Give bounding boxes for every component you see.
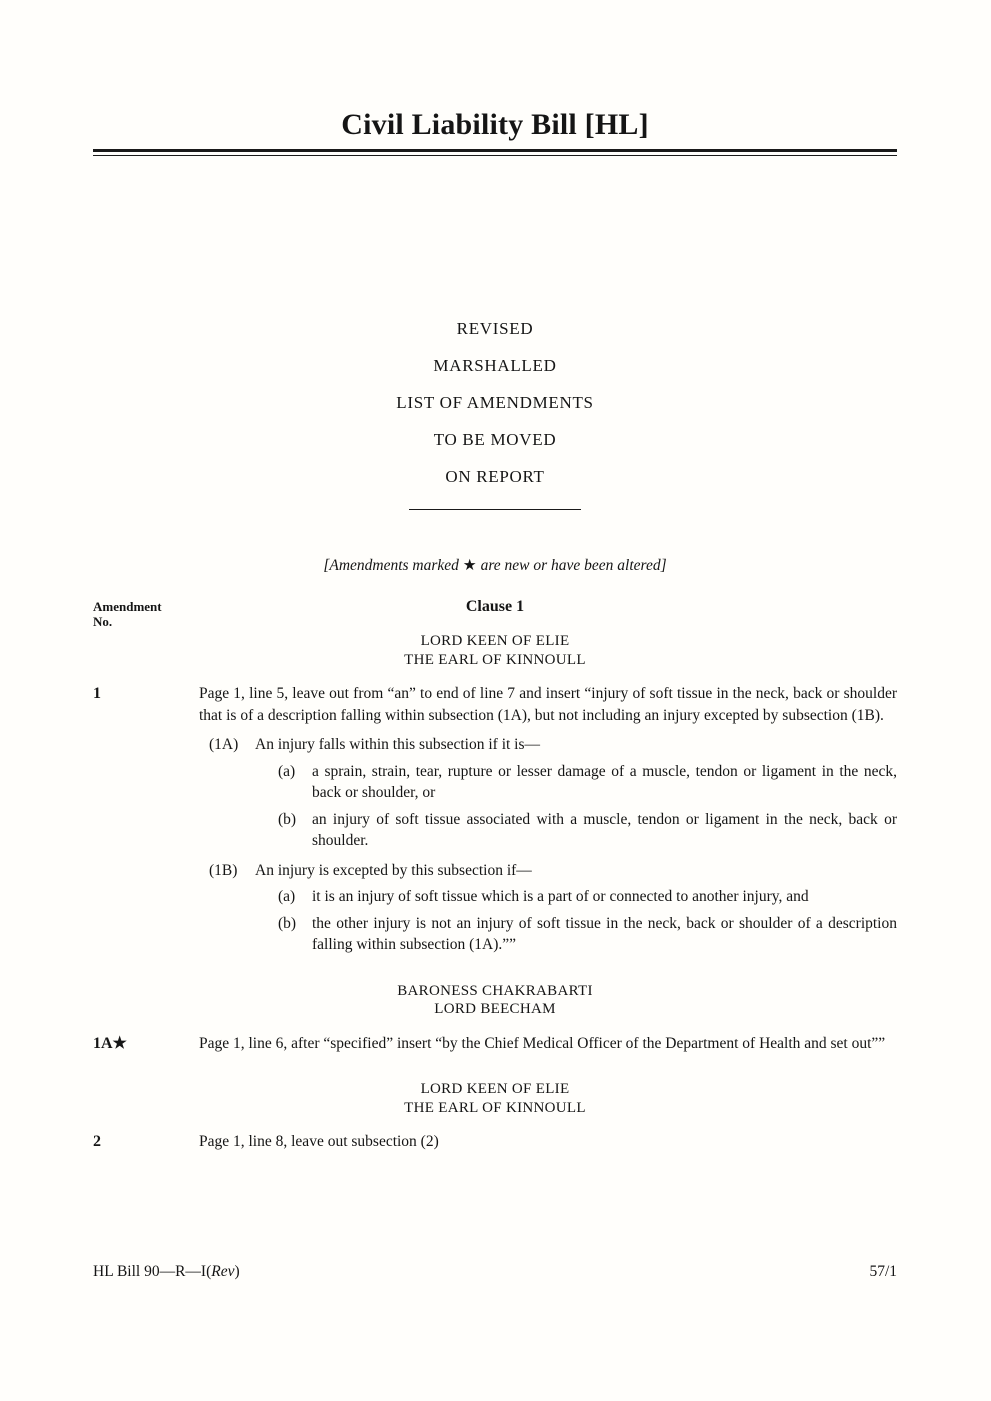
amendment-1 [93, 683, 897, 956]
item-label: (b) [278, 810, 297, 828]
item-label: (a) [278, 888, 296, 905]
marked-note-suffix: are new or have been altered] [476, 557, 667, 574]
clause-heading-row [93, 598, 897, 629]
sponsor-block-3 [93, 1080, 897, 1117]
sponsor-name: THE EARL OF KINNOULL [404, 1099, 586, 1116]
item-text: the other injury is not an injury of soft tissue in the neck, back or shoulder of a description falling within subsection (1A).”” [312, 914, 897, 953]
sponsor-name: BARONESS CHAKRABARTI [397, 982, 593, 999]
amendment-no-label-line2: No. [93, 614, 113, 629]
amendment-number: 1 [93, 685, 101, 702]
subsection-1B [209, 860, 897, 882]
amendment-lead-text: Page 1, line 6, after “specified” insert “by the Chief Medical Officer of the Department of Health and set out”” [199, 1034, 886, 1052]
amendment-lead-text: Page 1, line 5, leave out from “an” to end of line 7 and insert “injury of soft tissue in the neck, back or shoulder that is of a description falling within subsection (1A), but not including an injury excepted by subsection (1B). [199, 685, 897, 724]
item-text: it is an injury of soft tissue which is a part of or connected to another injury, and [312, 888, 809, 905]
amendment-2 [93, 1131, 897, 1153]
heading-line-on-report: ON REPORT [445, 467, 545, 486]
amendment-number: 1A★ [93, 1034, 127, 1052]
amendment-1A [93, 1033, 897, 1055]
bill-reference-rev: Rev [211, 1263, 235, 1280]
subsection-label: (1B) [209, 861, 238, 879]
amendment-no-column-label [93, 599, 162, 629]
subsection-1A-item-a [278, 761, 897, 804]
item-label: (a) [278, 762, 296, 780]
subsection-1B-item-b [278, 913, 897, 956]
sponsor-name: LORD BEECHAM [434, 1001, 556, 1017]
sponsor-block-1 [93, 632, 897, 669]
separator-rule [409, 509, 581, 510]
sponsor-block-2 [93, 982, 897, 1019]
page-number: 57/1 [869, 1263, 897, 1280]
item-label: (b) [278, 914, 297, 932]
heading-line-list-of-amendments: LIST OF AMENDMENTS [396, 393, 594, 412]
bill-title: Civil Liability Bill [HL] [341, 108, 649, 141]
clause-title: Clause 1 [465, 598, 525, 615]
marked-note [93, 556, 897, 575]
subsection-1A-item-b [278, 809, 897, 852]
subsection-label: (1A) [209, 736, 239, 753]
amendment-no-label-line1: Amendment [93, 599, 162, 614]
title-rule [93, 149, 897, 156]
amendment-body [199, 1131, 897, 1153]
amendment-body [199, 683, 897, 956]
amendment-lead-text: Page 1, line 8, leave out subsection (2) [199, 1133, 439, 1150]
bill-reference-suffix: ) [234, 1263, 240, 1280]
item-text: an injury of soft tissue associated with a muscle, tendon or ligament in the neck, back or shoulder. [312, 810, 897, 849]
heading-line-marshalled: MARSHALLED [433, 356, 557, 375]
star-icon: ★ [462, 557, 477, 574]
subsection-1B-item-a [278, 886, 897, 908]
bill-reference [93, 1262, 240, 1281]
bill-reference-prefix: HL Bill 90—R—I( [93, 1263, 212, 1280]
page-content [0, 108, 991, 1153]
subsection-text: An injury is excepted by this subsection if— [255, 861, 532, 879]
sponsor-name: THE EARL OF KINNOULL [404, 651, 586, 668]
sponsor-name: LORD KEEN OF ELIE [420, 633, 570, 649]
marked-note-prefix: [Amendments marked [323, 557, 463, 574]
heading-line-to-be-moved: TO BE MOVED [433, 430, 557, 449]
page-footer [93, 1262, 897, 1281]
sponsor-name: LORD KEEN OF ELIE [420, 1081, 570, 1097]
document-heading-block [93, 310, 897, 495]
subsection-1A [209, 734, 897, 756]
subsection-text: An injury falls within this subsection if it is— [255, 736, 541, 753]
amendment-body [199, 1033, 897, 1055]
amendment-number: 2 [93, 1133, 101, 1150]
item-text: a sprain, strain, tear, rupture or lesser damage of a muscle, tendon or ligament in the neck, back or shoulder, or [312, 762, 897, 801]
heading-line-revised: REVISED [456, 319, 534, 338]
